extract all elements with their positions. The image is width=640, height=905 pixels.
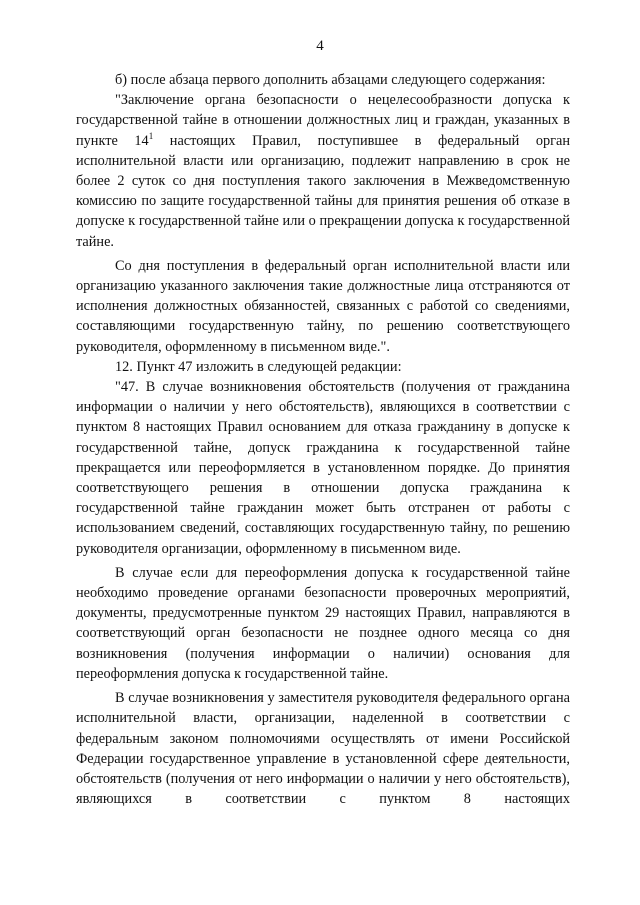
superscript-index: 1 bbox=[148, 130, 154, 141]
paragraph-1 bbox=[76, 70, 570, 90]
paragraph-6-text: В случае если для переоформления допуска к государственной тайне необходимо проведение органами безопасности проверочных мероприятий, документы, предусмотренные пунктом 29 настоящих Правил, направляются в соответствующий орган безопасности не позднее одного месяца со дня возникновения (получения информации о наличии) основания для переоформления допуска к государственной тайне. bbox=[76, 564, 570, 682]
page-number: 4 bbox=[316, 38, 324, 54]
paragraph-4 bbox=[76, 357, 570, 377]
paragraph-3-text: Со дня поступления в федеральный орган исполнительной власти или организацию указанного заключения такие должностные лица отстраняются от исполнения должностных обязанностей, связанных с работой со сведениями, составляющими государственную тайну, по решению соответствующего руководителя, оформленному в письменном виде.". bbox=[76, 257, 570, 355]
paragraph-5 bbox=[76, 377, 570, 559]
paragraph-2-text-b: настоящих Правил, поступившее в федеральный орган исполнительной власти или организацию, подлежит направлению в срок не более 2 суток со дня поступления такого заключения в Межведомственную комиссию по защите государственной тайны для принятия решения об отказе в допуске к государственной тайне или о прекращении допуска к государственной тайне. bbox=[76, 132, 570, 250]
paragraph-3 bbox=[76, 256, 570, 357]
paragraph-2-text-a: "Заключение органа безопасности о нецелесообразности допуска к государственной тайне в отношении должностных лиц и граждан, указанных в пункте 14 bbox=[76, 92, 570, 149]
paragraph-1-text: б) после абзаца первого дополнить абзацами следующего содержания: bbox=[115, 72, 546, 88]
paragraph-6 bbox=[76, 563, 570, 684]
paragraph-2 bbox=[76, 90, 570, 252]
paragraph-4-text: 12. Пункт 47 изложить в следующей редакции: bbox=[115, 358, 402, 375]
paragraph-7 bbox=[76, 688, 570, 809]
paragraph-7-text: В случае возникновения у заместителя руководителя федерального органа исполнительной власти, организации, наделенной в соответствии с федеральным законом полномочиями осуществлять от имени Российской Федерации государственное управление в установленной сфере деятельности, обстоятельств (получения от него информации о наличии у него обстоятельств), являющихся в соответствии с пунктом 8 настоящих bbox=[76, 690, 570, 808]
paragraph-5-text: "47. В случае возникновения обстоятельств (получения от гражданина информации о наличии у него обстоятельств), являющихся в соответствии с пунктом 8 настоящих Правил основанием для отказа гражданину в допуске к государственной тайне, допуск гражданина к государственной тайне прекращается или переоформляется в установленном порядке. До принятия соответствующего решения в отношении допуска гражданина к государственной тайне гражданин может быть отстранен от работы с использованием сведений, составляющих государственную тайну, по решению руководителя организации, оформленному в письменном виде. bbox=[76, 379, 570, 557]
document-body bbox=[76, 70, 570, 809]
